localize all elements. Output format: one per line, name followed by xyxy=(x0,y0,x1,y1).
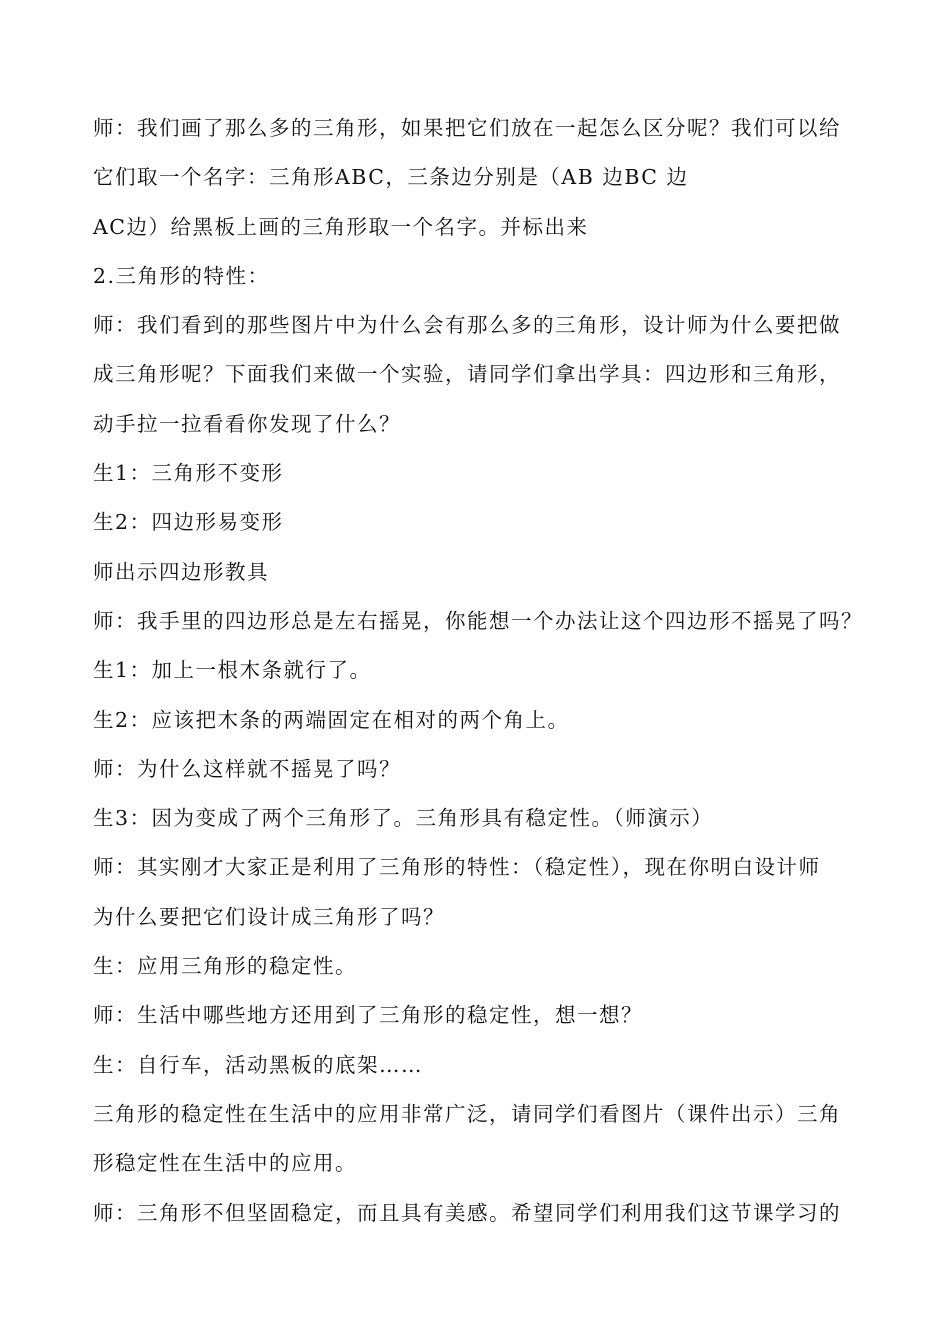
text-line: 师：我手里的四边形总是左右摇晃，你能想一个办法让这个四边形不摇晃了吗？ xyxy=(93,608,863,633)
text-line: 生：自行车，活动黑板的底架…… xyxy=(93,1052,423,1077)
text-line: 生：应用三角形的稳定性。 xyxy=(93,954,357,979)
text-line: 师出示四边形教具 xyxy=(93,559,269,584)
document-body xyxy=(93,108,873,1242)
text-line: 动手拉一拉看看你发现了什么？ xyxy=(93,411,401,436)
text-line: 三角形的稳定性在生活中的应用非常广泛，请同学们看图片（课件出示）三角 xyxy=(93,1101,841,1126)
text-line: 生1：加上一根木条就行了。 xyxy=(93,658,372,683)
text-line: 生1：三角形不变形 xyxy=(93,461,284,486)
text-line: 师：我们看到的那些图片中为什么会有那么多的三角形，设计师为什么要把做 xyxy=(93,313,841,338)
text-line: 为什么要把它们设计成三角形了吗？ xyxy=(93,904,445,929)
text-line: 师：三角形不但坚固稳定，而且具有美感。希望同学们利用我们这节课学习的 xyxy=(93,1200,841,1225)
text-line: AC边）给黑板上画的三角形取一个名字。并标出来 xyxy=(93,214,589,239)
text-line: 师：我们画了那么多的三角形，如果把它们放在一起怎么区分呢？我们可以给 xyxy=(93,116,841,140)
text-line: 生2：应该把木条的两端固定在相对的两个角上。 xyxy=(93,707,570,732)
text-line: 成三角形呢？下面我们来做一个实验，请同学们拿出学具：四边形和三角形， xyxy=(93,362,841,387)
text-line: 生2：四边形易变形 xyxy=(93,510,284,535)
section-heading: 2.三角形的特性： xyxy=(93,263,270,288)
text-line: 生3：因为变成了两个三角形了。三角形具有稳定性。（师演示） xyxy=(93,806,714,831)
text-line: 师：生活中哪些地方还用到了三角形的稳定性，想一想？ xyxy=(93,1003,643,1028)
text-line: 形稳定性在生活中的应用。 xyxy=(93,1151,357,1176)
text-line: 师：为什么这样就不摇晃了吗？ xyxy=(93,756,401,781)
text-line: 它们取一个名字：三角形ABC，三条边分别是（AB 边BC 边 xyxy=(93,165,689,190)
text-line: 师：其实刚才大家正是利用了三角形的特性：（稳定性），现在你明白设计师 xyxy=(93,855,821,880)
